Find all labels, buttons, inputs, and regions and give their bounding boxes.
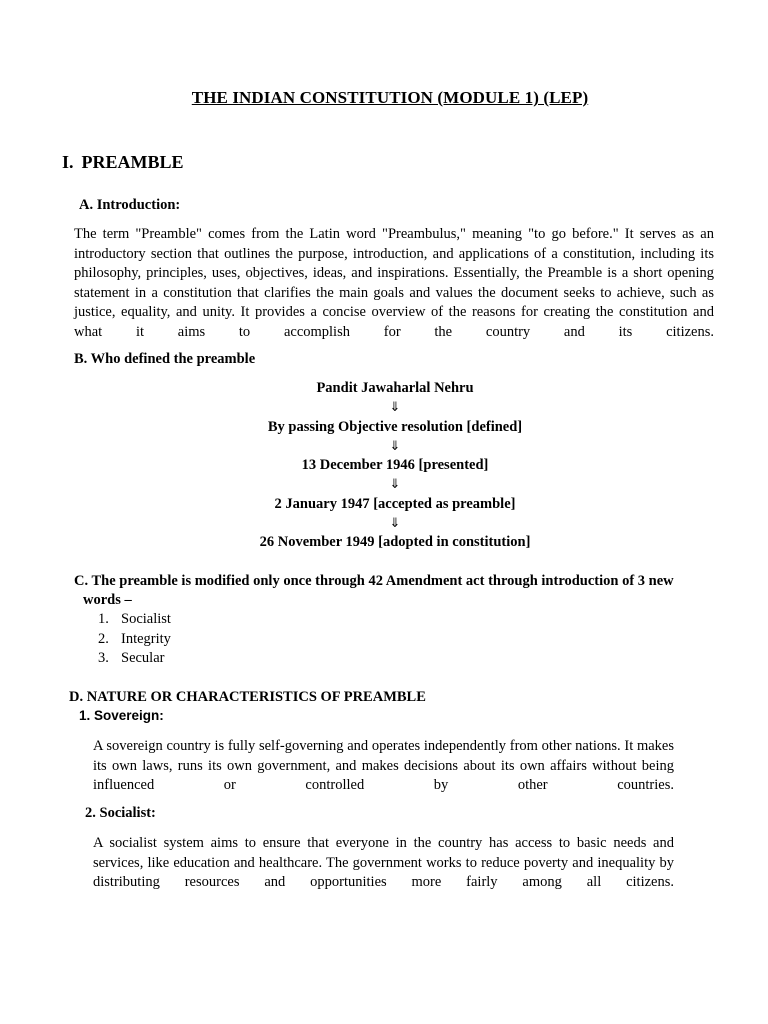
flow-step-2: By passing Objective resolution [defined] [267, 418, 523, 435]
down-arrow-icon: ⇓ [389, 516, 401, 532]
down-arrow-icon: ⇓ [389, 477, 401, 493]
socialist-paragraph: A socialist system aims to ensure that everyone in the country has access to basic needs and services, like education and healthcare. The government works to reduce poverty and inequality by distributing resources and opportunities more fairly among all citizens. [93, 835, 674, 890]
flow-step-1: Pandit Jawaharlal Nehru [316, 380, 474, 396]
section-a-heading: A. Introduction: [79, 197, 181, 213]
section-a-paragraph: The term "Preamble" comes from the Latin word "Preambulus," meaning "to go before." It serves as an introductory section that outlines the purpose, introduction, and applications of a constitution, including its philosophy, principles, uses, objectives, ideas, and inspirations. Essentially, the Preamble is a short opening statement in a constitution that clarifies the main goals and values the document seeks to achieve, such as justice, equality, and unity. It provides a concise overview of the reasons for creating the constitution and what it aims to accomplish for the country and its citizens. [74, 226, 714, 340]
section-i-heading [62, 152, 184, 173]
section-d-heading: D. NATURE OR CHARACTERISTICS OF PREAMBLE [69, 689, 426, 705]
section-i-title: PREAMBLE [81, 152, 184, 172]
document-title: THE INDIAN CONSTITUTION (MODULE 1) (LEP) [191, 88, 589, 107]
amendment-words-list [98, 610, 171, 669]
down-arrow-icon: ⇓ [389, 400, 401, 416]
section-c-heading-line1: C. The preamble is modified only once through 42 Amendment act through introduction of 3 new [74, 573, 674, 589]
flow-step-4: 2 January 1947 [accepted as preamble] [274, 495, 516, 512]
flow-step-3: 13 December 1946 [presented] [301, 457, 489, 474]
list-item: 3. Secular [98, 650, 165, 666]
list-item: 1. Socialist [98, 611, 171, 627]
socialist-subheading: 2. Socialist: [85, 805, 156, 821]
section-i-number: I. [62, 152, 74, 172]
down-arrow-icon: ⇓ [389, 438, 401, 454]
list-item: 2. Integrity [98, 630, 171, 647]
sovereign-paragraph: A sovereign country is fully self-governing and operates independently from other nations. It makes its own laws, runs its own government, and makes decisions about its own affairs without being influenced or controlled by other countries. [93, 738, 674, 793]
section-c-heading-line2: words – [83, 592, 132, 608]
preamble-flowchart [0, 379, 768, 553]
flow-step-5: 26 November 1949 [adopted in constitution] [259, 534, 531, 551]
section-b-heading: B. Who defined the preamble [74, 351, 256, 367]
sovereign-subheading: 1. Sovereign: [79, 708, 164, 723]
